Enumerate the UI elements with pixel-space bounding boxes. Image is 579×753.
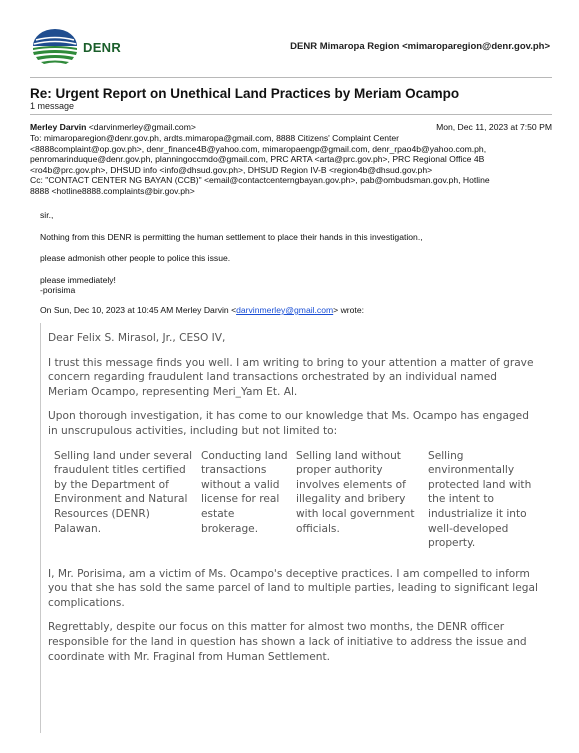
email-header xyxy=(30,28,550,68)
account-label: DENR Mimaropa Region <mimaroparegion@denr.gov.ph> xyxy=(290,41,550,52)
logo-text: DENR xyxy=(83,40,122,55)
from-line xyxy=(30,122,552,133)
activity-cell: Selling environmentally protected land with the intent to industrialize it into well-developed property. xyxy=(428,449,532,550)
greeting: sir., xyxy=(40,210,54,220)
to-line: penromarinduque@denr.gov.ph, planningoccmdo@gmail.com, PRC ARTA <arta@prc.gov.ph>, PRC Regional Office 4B xyxy=(30,154,485,165)
body-paragraph: please admonish other people to police this issue. xyxy=(40,253,231,263)
denr-logo xyxy=(30,28,130,64)
quote-bar xyxy=(40,323,41,733)
message-count: 1 message xyxy=(30,101,75,111)
to-line: <8888complaint@op.gov.ph>, denr_finance4B@yahoo.com, mimaropaengp@gmail.com, denr_rpao4b@yahoo.com.ph, xyxy=(30,143,487,154)
email-date: Mon, Dec 11, 2023 at 7:50 PM xyxy=(436,122,552,132)
divider xyxy=(30,114,552,115)
quoted-paragraph: Regrettably, despite our focus on this matter for almost two months, the DENR officer responsible for the land in question has shown a lack of initiative to address the issue and coordinate with Mr. Fraginal from Human Settlement. xyxy=(48,621,527,663)
activity-cell: Selling land under several fraudulent titles certified by the Department of Environment and Natural Resources (DENR) Palawan. xyxy=(54,449,193,535)
quoted-paragraph: Upon thorough investigation, it has come to our knowledge that Ms. Ocampo has engaged in unscrupulous activities, including but not limited to: xyxy=(48,410,529,437)
email-meta xyxy=(30,122,552,197)
quoted-message xyxy=(48,331,538,674)
email-body xyxy=(40,210,545,296)
to-line: To: mimaroparegion@denr.gov.ph, ardts.mimaropa@gmail.com, 8888 Citizens' Complaint Center xyxy=(30,133,400,143)
activities-table xyxy=(54,449,538,557)
quote-sender-email-link[interactable]: darvinmerley@gmail.com xyxy=(236,305,334,315)
sender-email: <darvinmerley@gmail.com> xyxy=(88,122,196,132)
to-line: <ro4b@prc.gov.ph>, DHSUD info <info@dhsud.gov.ph>, DHSUD Region IV-B <region4b@dhsud.gov.ph> xyxy=(30,164,433,175)
quoted-paragraph: I trust this message finds you well. I am writing to bring to your attention a matter of grave concern regarding fraudulent land transactions orchestrated by an individual named Meriam Ocampo, representing Meri_Yam Et. Al. xyxy=(48,356,534,398)
body-paragraph: please immediately! xyxy=(40,274,116,285)
activity-cell: Selling land without proper authority involves elements of illegality and bribery with local government officials. xyxy=(296,449,415,535)
denr-globe-icon xyxy=(30,28,80,64)
body-paragraph: Nothing from this DENR is permitting the human settlement to place their hands in this investigation., xyxy=(40,231,423,242)
sender-name: Merley Darvin xyxy=(30,122,87,132)
email-subject: Re: Urgent Report on Unethical Land Practices by Meriam Ocampo xyxy=(30,86,460,101)
quote-header xyxy=(40,305,364,315)
cc-line: Cc: "CONTACT CENTER NG BAYAN (CCB)" <email@contactcenterngbayan.gov.ph>, pab@ombudsman.gov.ph, Hotline xyxy=(30,175,490,186)
quote-header-prefix: On Sun, Dec 10, 2023 at 10:45 AM Merley Darvin < xyxy=(40,305,237,315)
activity-cell: Conducting land transactions without a valid license for real estate brokerage. xyxy=(201,449,288,535)
quoted-salutation: Dear Felix S. Mirasol, Jr., CESO IV, xyxy=(48,332,226,344)
divider xyxy=(30,77,552,78)
cc-line: 8888 <hotline8888.complaints@bir.gov.ph> xyxy=(30,185,195,196)
quote-header-suffix: > wrote: xyxy=(333,305,364,315)
quoted-paragraph: I, Mr. Porisima, am a victim of Ms. Ocampo's deceptive practices. I am compelled to inform you that she has sold the same parcel of land to multiple parties, leading to significant legal complications. xyxy=(48,567,538,609)
signature: -porisima xyxy=(40,285,76,295)
